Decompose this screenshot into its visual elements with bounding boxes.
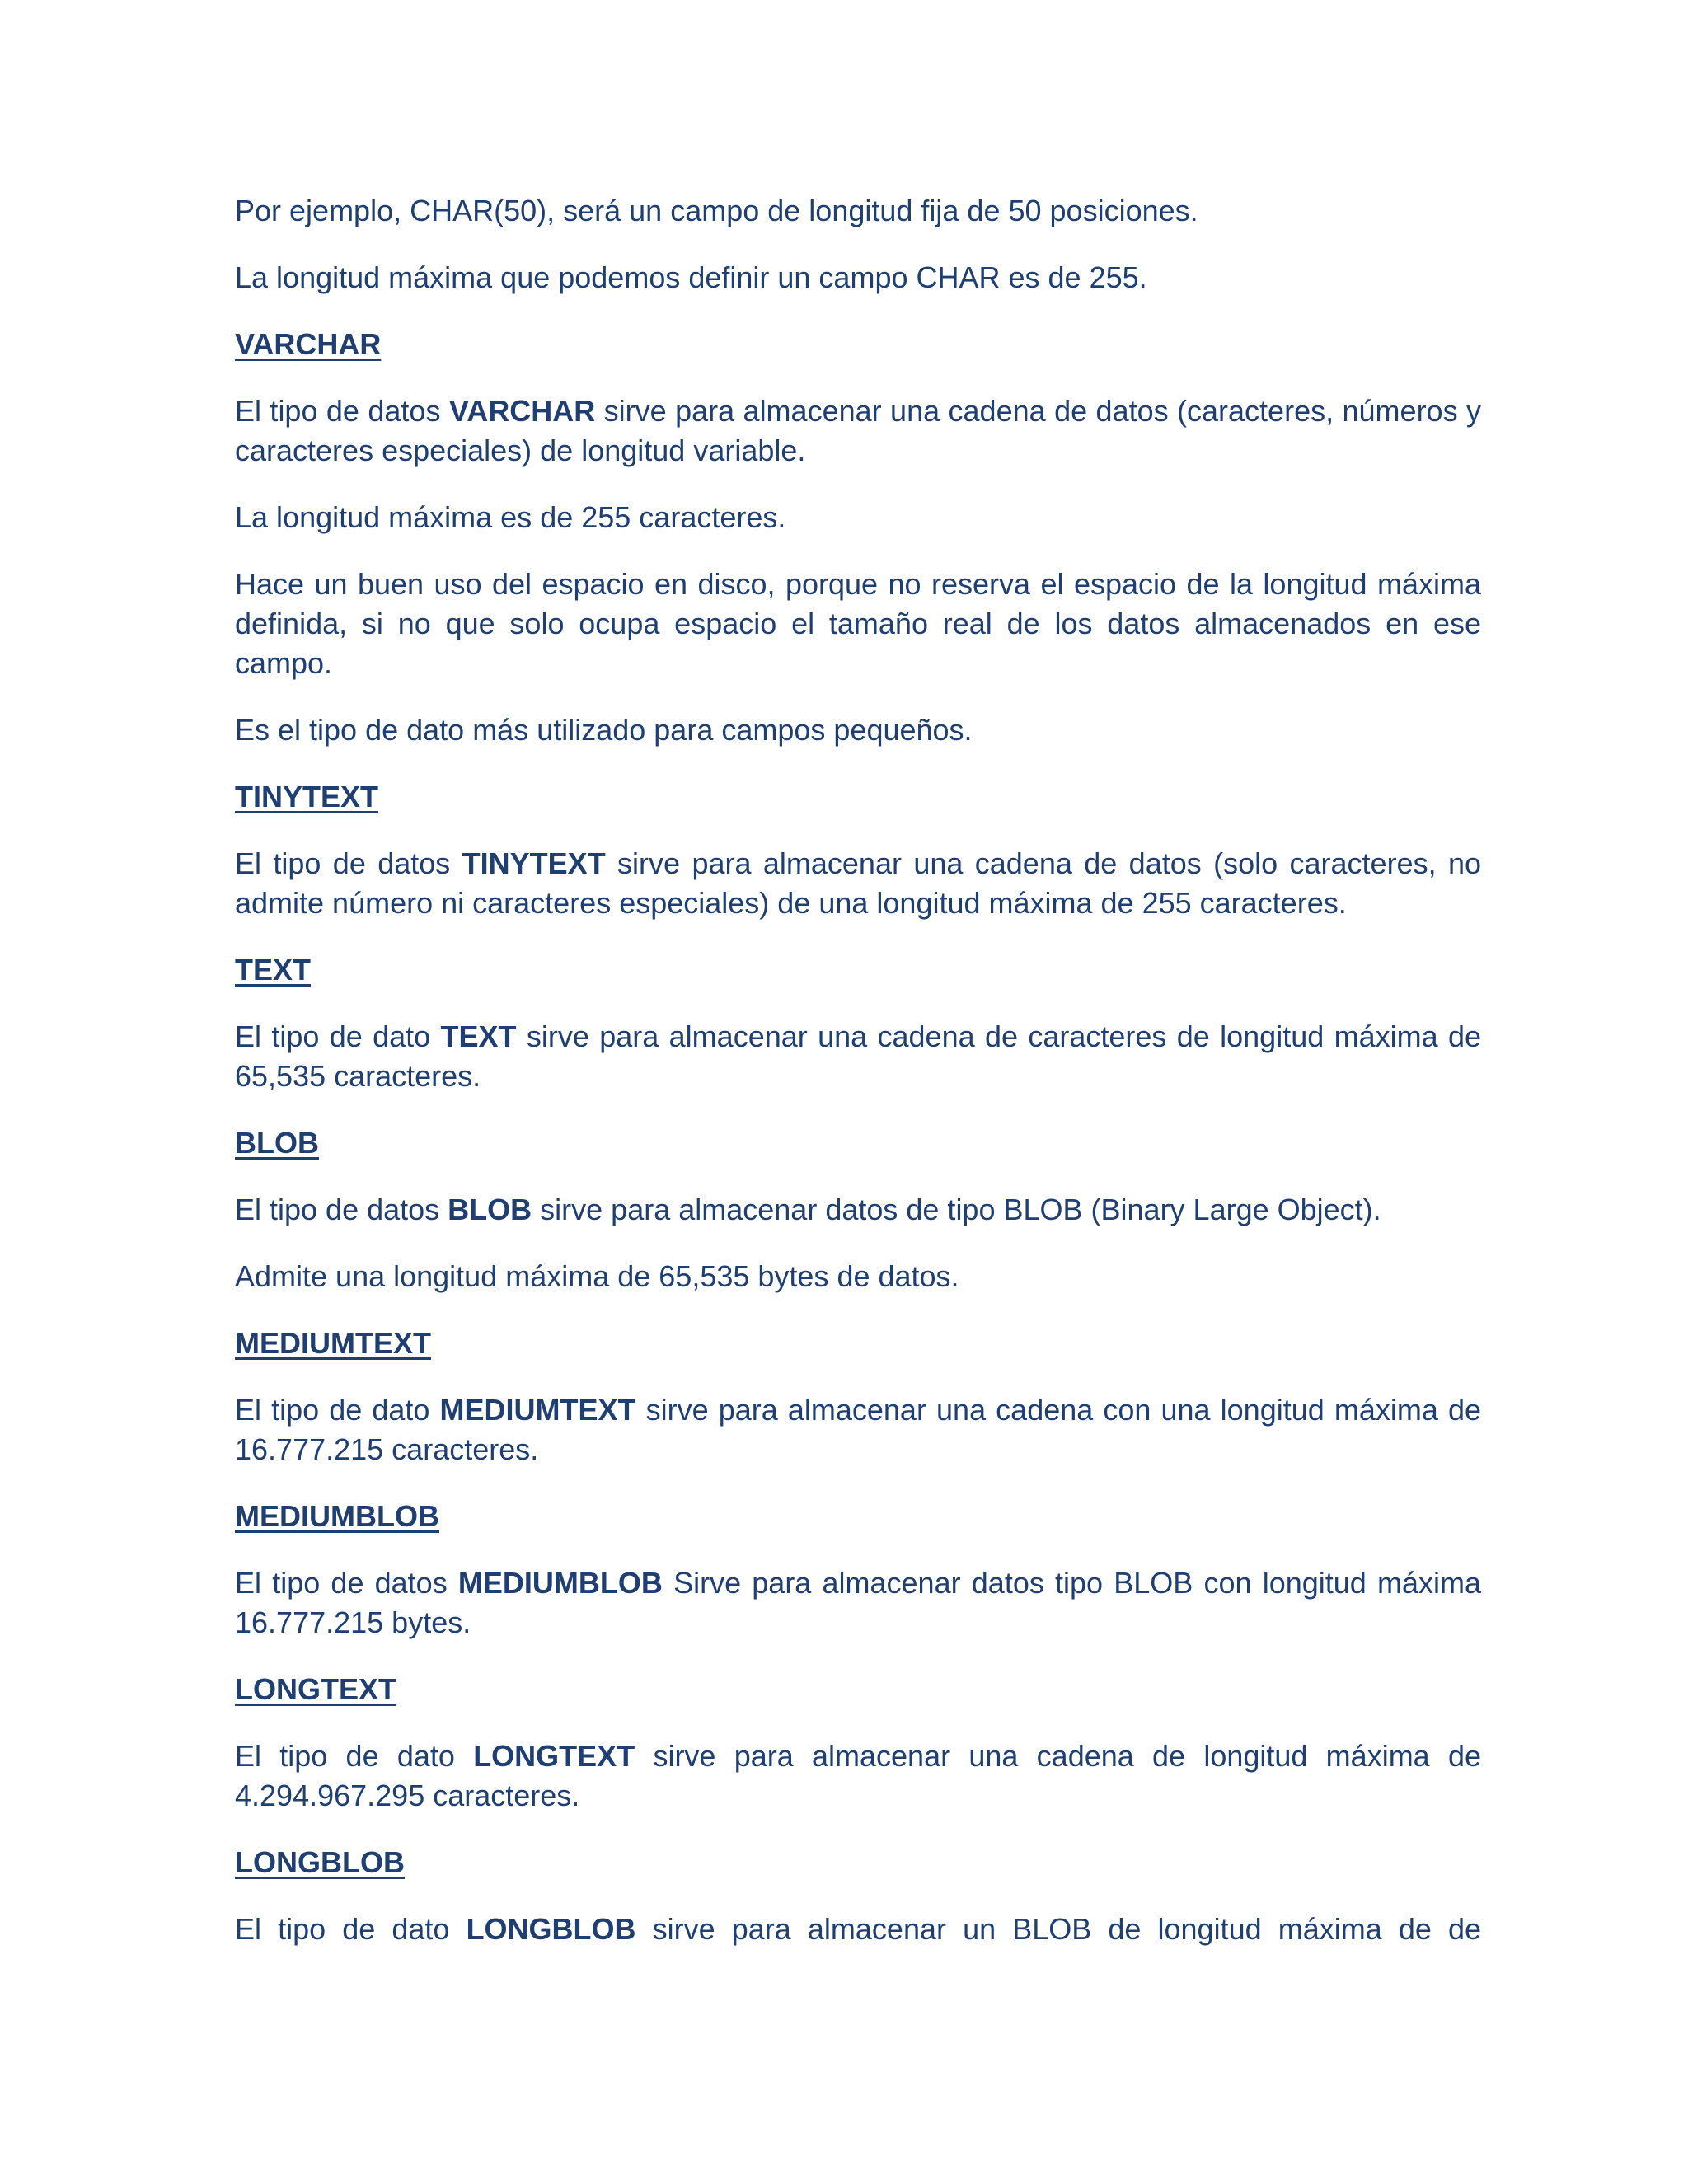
bold-term: MEDIUMTEXT [439, 1393, 636, 1427]
bold-term: LONGTEXT [473, 1739, 635, 1773]
section-heading-mediumblob: MEDIUMBLOB [235, 1499, 439, 1533]
bold-term: TEXT [440, 1019, 517, 1053]
paragraph: El tipo de datos VARCHAR sirve para almacenar una cadena de datos (caracteres, números y caracteres especiales) de longitud variable. [235, 394, 1482, 467]
section-heading-longtext: LONGTEXT [235, 1672, 396, 1706]
paragraph: El tipo de dato LONGBLOB sirve para almacenar un BLOB de longitud máxima de de [235, 1912, 1481, 1946]
section-heading-varchar: VARCHAR [235, 327, 382, 361]
section-heading-text: TEXT [235, 953, 312, 987]
bold-term: BLOB [448, 1193, 532, 1226]
paragraph: El tipo de dato LONGTEXT sirve para almacenar una cadena de longitud máxima de 4.294.967.295 caracteres. [235, 1739, 1482, 1812]
intro-paragraph: Por ejemplo, CHAR(50), será un campo de longitud fija de 50 posiciones. [235, 194, 1198, 227]
bold-term: TINYTEXT [462, 846, 606, 880]
paragraph: La longitud máxima es de 255 caracteres. [235, 500, 786, 534]
document-body [235, 191, 1481, 1949]
section-heading-longblob: LONGBLOB [235, 1845, 405, 1879]
paragraph: El tipo de datos BLOB sirve para almacenar datos de tipo BLOB (Binary Large Object). [235, 1193, 1381, 1226]
bold-term: VARCHAR [448, 394, 596, 428]
paragraph: El tipo de datos MEDIUMBLOB Sirve para almacenar datos tipo BLOB con longitud máxima 16.777.215 bytes. [235, 1566, 1482, 1639]
paragraph: El tipo de datos TINYTEXT sirve para almacenar una cadena de datos (solo caracteres, no admite número ni caracteres especiales) de una longitud máxima de 255 caracteres. [235, 846, 1481, 920]
paragraph: Es el tipo de dato más utilizado para campos pequeños. [235, 713, 973, 747]
bold-term: LONGBLOB [466, 1912, 636, 1946]
bold-term: MEDIUMBLOB [457, 1566, 663, 1600]
section-heading-mediumtext: MEDIUMTEXT [235, 1326, 431, 1360]
paragraph: El tipo de dato TEXT sirve para almacenar una cadena de caracteres de longitud máxima de 65,535 caracteres. [235, 1019, 1481, 1093]
paragraph: Admite una longitud máxima de 65,535 bytes de datos. [235, 1259, 959, 1293]
paragraph: Hace un buen uso del espacio en disco, porque no reserva el espacio de la longitud máxima definida, si no que solo ocupa espacio el tamaño real de los datos almacenados en ese campo. [235, 567, 1481, 680]
paragraph: El tipo de dato MEDIUMTEXT sirve para almacenar una cadena con una longitud máxima de 16.777.215 caracteres. [235, 1393, 1482, 1466]
intro-paragraph: La longitud máxima que podemos definir un campo CHAR es de 255. [235, 260, 1147, 294]
section-heading-tinytext: TINYTEXT [235, 780, 379, 813]
section-heading-blob: BLOB [235, 1126, 319, 1160]
